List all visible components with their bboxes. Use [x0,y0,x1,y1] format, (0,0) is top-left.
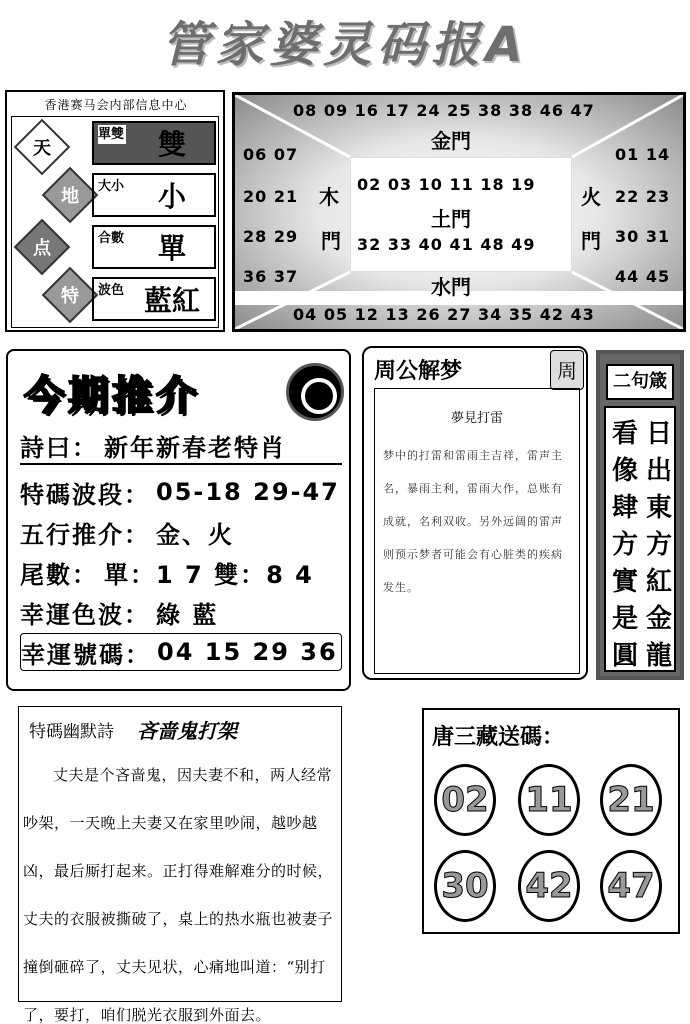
info-center-panel [5,90,225,332]
tang-number-ball: 47 [600,850,662,922]
five-elements-row [20,513,342,551]
left-numbers-3: 28 29 [243,227,299,246]
dian-diamond-icon: 点 [14,219,71,276]
big-small-label: 大小 [98,179,125,194]
left-numbers-2: 20 21 [243,187,299,206]
five-elements-key: 五行推介： [20,520,150,549]
lucky-color-key: 幸運色波： [20,600,150,629]
tang-number-ball: 02 [434,764,496,836]
right-numbers-4: 44 45 [615,267,671,286]
poem-line-row [20,427,342,465]
di-diamond-icon: 地 [42,167,99,224]
wave-color-row [92,277,216,321]
lucky-number-row [20,633,342,671]
humor-poem-subtitle: 吝啬鬼打架 [137,719,237,743]
sum-label: 合數 [98,231,125,246]
coin-logo-icon [286,363,344,421]
tang-numbers-panel [422,708,680,934]
tian-diamond-icon: 天 [14,119,71,176]
five-elements-value: 金、火 [156,520,234,549]
wave-segment-key: 特碼波段： [20,480,150,509]
center-numbers-2: 32 33 40 41 48 49 [357,235,536,254]
zhougong-portrait-icon: 周 [550,350,584,390]
big-small-row [92,173,216,217]
tang-number-ball: 21 [600,764,662,836]
page-title: 管家婆灵码报A [161,17,529,73]
right-numbers-2: 22 23 [615,187,671,206]
humor-poem-heading: 特碼幽默詩 [29,722,114,742]
dream-content-box [374,388,580,674]
tang-number-ball: 42 [518,850,580,922]
dream-panel [362,346,588,680]
poem-line-value: 新年新春老特肖 [104,433,286,462]
right-numbers-3: 30 31 [615,227,671,246]
couplet-left-column: 看像肆方實是圓 [611,419,638,671]
tang-number-ball: 30 [434,850,496,922]
dream-title: 周公解梦 [374,359,463,384]
metal-gate-label: 金門 [431,129,471,153]
humor-poem-panel [18,706,342,1024]
wave-color-value: 藍紅 [143,284,200,317]
odd-even-label: 單雙 [98,127,125,142]
wave-segment-row [20,473,342,511]
wood-gate-label: 木 [319,185,339,209]
bottom-numbers: 04 05 12 13 26 27 34 35 42 43 [293,305,595,324]
big-small-value: 小 [157,180,186,213]
info-center-inner [11,116,219,328]
left-numbers-1: 06 07 [243,145,299,164]
tail-number-row [20,553,342,591]
tail-number-value: 單：1 7 雙：8 4 [104,560,314,589]
couplet-right-column: 日出東方紅金龍 [645,419,672,671]
tang-number-ball: 11 [518,764,580,836]
wood-gate-men: 門 [321,229,341,253]
te-diamond-icon: 特 [42,267,99,324]
sum-row [92,225,216,269]
water-gate-label: 水門 [431,275,471,299]
tail-number-key: 尾數： [20,560,98,589]
earth-gate-label: 土門 [431,207,471,231]
info-center-heading: 香港赛马会内部信息中心 [44,98,188,112]
tang-title: 唐三藏送碼： [432,725,565,750]
lucky-number-key: 幸運號碼： [21,640,151,669]
couplet-panel [596,350,684,680]
wave-segment-value: 05-18 29-47 [156,478,340,506]
couplet-body [604,406,676,672]
fire-gate-label: 火 [581,185,601,209]
lucky-number-value: 04 15 29 36 [157,638,338,666]
humor-poem-body: 丈夫是个吝啬鬼，因夫妻不和，两人经常吵架，一天晚上夫妻又在家里吵闹，越吵越凶，最后厮打起来。正打得难解难分的时候，丈夫的衣服被撕破了，桌上的热水瓶也被妻子撞倒砸碎了，丈夫见状，心痛地叫道：“别打了，要打，咱们脱光衣服到外面去。 [23,766,334,1024]
sum-value: 單 [157,232,186,265]
fire-gate-men: 門 [581,229,601,253]
wave-color-label: 波色 [98,283,125,298]
lucky-color-value: 綠 藍 [156,600,219,629]
recommend-banner: 今期推介 [24,372,200,419]
odd-even-value: 雙 [157,128,186,161]
left-numbers-4: 36 37 [243,267,299,286]
five-gates-panel [232,92,686,332]
lucky-color-row [20,593,342,631]
dream-subtitle: 夢見打雷 [450,411,503,426]
odd-even-row [92,121,216,165]
top-numbers: 08 09 16 17 24 25 38 38 46 47 [293,101,595,120]
right-numbers-1: 01 14 [615,145,671,164]
couplet-title: 二句箴 [606,364,674,400]
poem-line-key: 詩曰： [20,433,98,462]
recommend-panel [6,349,351,691]
dream-body-text: 梦中的打雷和雷雨主吉祥，雷声主名，暴雨主利，雷雨大作，总账有成就，名利双收。另外远阔的雷声则预示梦者可能会有心脏类的疾病发生。 [383,449,563,594]
center-numbers-1: 02 03 10 11 18 19 [357,175,536,194]
